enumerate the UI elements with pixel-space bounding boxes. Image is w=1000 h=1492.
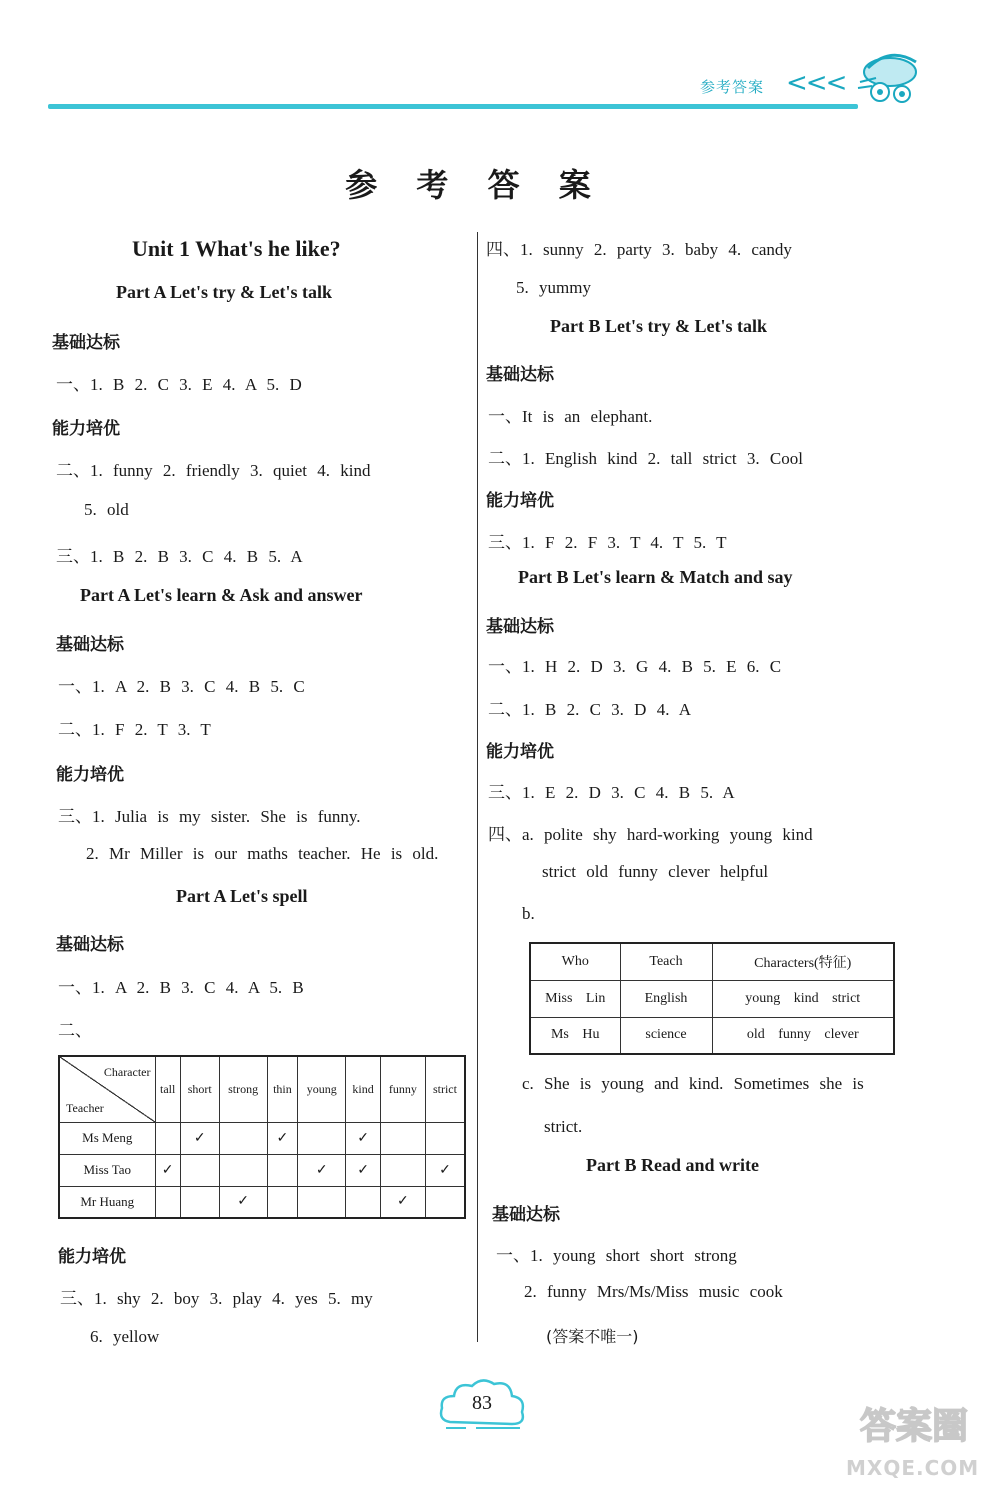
answer-line: 二、1. funny 2. friendly 3. quiet 4. kind [56, 461, 371, 480]
table-cell: Ms Hu [530, 1017, 620, 1054]
header-chevron-icon: <<< [786, 68, 846, 98]
watermark-text: MXQE.COM [846, 1456, 980, 1480]
answer-line: 四、a. polite shy hard-working young kind [488, 825, 813, 844]
level-heading: 能力培优 [52, 419, 120, 439]
answer-line: 三、1. F 2. F 3. T 4. T 5. T [488, 533, 727, 552]
teacher-table [529, 942, 895, 1055]
table-cell: English [620, 980, 712, 1017]
column-header: Who [530, 943, 620, 980]
header-rule [48, 104, 858, 109]
part-heading: Part A Let's try & Let's talk [116, 282, 332, 302]
page-title: 参 考 答 案 [345, 166, 605, 204]
answer-note: (答案不唯一) [546, 1327, 639, 1346]
column-divider [477, 232, 478, 1342]
answer-line: 三、1. shy 2. boy 3. play 4. yes 5. my [60, 1289, 373, 1308]
answer-line: b. [522, 904, 535, 923]
check-cell [219, 1186, 267, 1218]
answer-line: 三、1. Julia is my sister. She is funny. [58, 807, 361, 826]
check-cell [180, 1186, 219, 1218]
check-mark-icon: ✓ [357, 1130, 369, 1146]
svg-text:答案圈: 答案圈 [859, 1406, 969, 1447]
mascot-icon [850, 42, 922, 114]
level-heading: 基础达标 [56, 635, 124, 655]
level-heading: 能力培优 [486, 491, 554, 511]
check-mark-icon: ✓ [397, 1194, 409, 1210]
check-cell [425, 1186, 465, 1218]
table-corner [59, 1056, 155, 1122]
table-row [59, 1154, 465, 1186]
answer-line: 6. yellow [90, 1327, 160, 1346]
answer-line: 二、 [58, 1021, 92, 1040]
answer-line: 三、1. E 2. D 3. C 4. B 5. A [488, 783, 735, 802]
check-cell [298, 1122, 346, 1154]
check-cell [180, 1122, 219, 1154]
answer-line: 一、1. H 2. D 3. G 4. B 5. E 6. C [488, 657, 782, 676]
level-heading: 基础达标 [486, 365, 554, 385]
check-cell [346, 1122, 381, 1154]
level-heading: 能力培优 [486, 742, 554, 762]
answer-line: strict old funny clever helpful [542, 862, 769, 881]
check-cell [219, 1154, 267, 1186]
table-cell: Miss Lin [530, 980, 620, 1017]
level-heading: 基础达标 [492, 1205, 560, 1225]
watermark-logo-icon [854, 1396, 974, 1452]
check-cell [380, 1186, 425, 1218]
check-mark-icon: ✓ [439, 1162, 451, 1178]
page-number: 83 [472, 1392, 492, 1414]
header-label: 参考答案 [700, 78, 765, 96]
column-header: young [298, 1056, 346, 1122]
check-cell [380, 1122, 425, 1154]
check-cell [267, 1154, 298, 1186]
column-header: Characters(特征) [712, 943, 894, 980]
check-mark-icon: ✓ [357, 1162, 369, 1178]
column-header: strict [425, 1056, 465, 1122]
answer-line: strict. [544, 1117, 583, 1136]
table-cell: young kind strict [712, 980, 894, 1017]
column-header: short [180, 1056, 219, 1122]
answer-line: 四、1. sunny 2. party 3. baby 4. candy [486, 240, 792, 259]
answer-line: 一、1. A 2. B 3. C 4. A 5. B [58, 978, 304, 997]
column-header: tall [155, 1056, 180, 1122]
check-mark-icon: ✓ [276, 1130, 289, 1146]
check-cell [298, 1154, 346, 1186]
check-cell [155, 1154, 180, 1186]
check-mark-icon: ✓ [315, 1162, 328, 1178]
table-row [530, 980, 894, 1017]
answer-line: 2. Mr Miller is our maths teacher. He is old. [86, 844, 439, 863]
part-heading: Part A Let's learn & Ask and answer [80, 585, 363, 605]
check-mark-icon: ✓ [193, 1130, 206, 1146]
corner-top-label: Character [103, 1065, 151, 1079]
level-heading: 能力培优 [56, 765, 124, 785]
level-heading: 基础达标 [486, 617, 554, 637]
answer-line: 二、1. F 2. T 3. T [58, 720, 211, 739]
answer-line: 二、1. English kind 2. tall strict 3. Cool [488, 449, 803, 468]
column-header: thin [267, 1056, 298, 1122]
part-heading: Part B Let's learn & Match and say [518, 567, 793, 587]
check-mark-icon: ✓ [237, 1194, 249, 1210]
check-cell [155, 1186, 180, 1218]
table-row [530, 1017, 894, 1054]
check-cell [298, 1186, 346, 1218]
level-heading: 基础达标 [52, 333, 120, 353]
table-cell: old funny clever [712, 1017, 894, 1054]
check-cell [425, 1122, 465, 1154]
answer-line: 2. funny Mrs/Ms/Miss music cook [524, 1282, 783, 1301]
table-row [59, 1186, 465, 1218]
level-heading: 能力培优 [58, 1247, 126, 1267]
answer-line: 一、1. A 2. B 3. C 4. B 5. C [58, 677, 305, 696]
column-header: kind [346, 1056, 381, 1122]
level-heading: 基础达标 [56, 935, 124, 955]
check-cell [155, 1122, 180, 1154]
part-heading: Part B Read and write [586, 1155, 759, 1175]
answer-line: 三、1. B 2. B 3. C 4. B 5. A [56, 547, 303, 566]
column-header: strong [219, 1056, 267, 1122]
answer-line: 5. old [84, 500, 129, 519]
answer-line: c. She is young and kind. Sometimes she is [522, 1074, 864, 1093]
answer-line: 一、It is an elephant. [488, 407, 653, 426]
table-cell: science [620, 1017, 712, 1054]
part-heading: Part B Let's try & Let's talk [550, 316, 767, 336]
part-heading: Part A Let's spell [176, 886, 308, 906]
corner-bottom-label: Teacher [66, 1100, 104, 1115]
answer-line: 一、1. B 2. C 3. E 4. A 5. D [56, 375, 302, 394]
character-table [58, 1055, 466, 1219]
table-row [59, 1122, 465, 1154]
answer-line: 一、1. young short short strong [496, 1246, 737, 1265]
check-mark-icon: ✓ [161, 1162, 174, 1178]
teacher-name: Ms Meng [59, 1122, 155, 1154]
teacher-name: Miss Tao [59, 1154, 155, 1186]
teacher-name: Mr Huang [59, 1186, 155, 1218]
answer-line: 二、1. B 2. C 3. D 4. A [488, 700, 692, 719]
check-cell [267, 1122, 298, 1154]
check-cell [219, 1122, 267, 1154]
table-row [530, 943, 894, 980]
check-cell [346, 1154, 381, 1186]
unit-heading: Unit 1 What's he like? [132, 236, 341, 261]
check-cell [425, 1154, 465, 1186]
check-cell [380, 1154, 425, 1186]
check-cell [346, 1186, 381, 1218]
column-header: Teach [620, 943, 712, 980]
check-cell [180, 1154, 219, 1186]
column-header: funny [380, 1056, 425, 1122]
answer-line: 5. yummy [516, 278, 591, 297]
check-cell [267, 1186, 298, 1218]
